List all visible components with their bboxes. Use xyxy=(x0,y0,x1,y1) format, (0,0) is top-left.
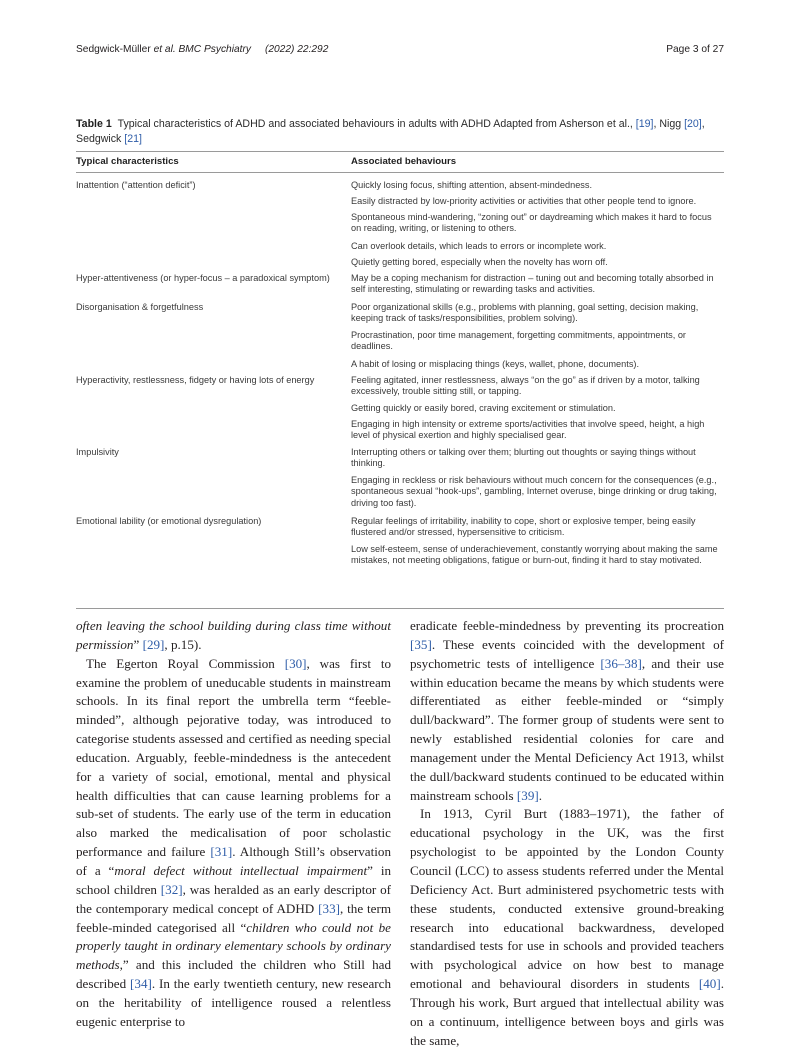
paragraph-text: , was heralded as an early descriptor of the contemporary medical concept of ADHD xyxy=(76,881,391,916)
paragraph-text: . Through his work, Burt argued that intellectual ability was on a continuum, intelligence between boys and girls was the same, xyxy=(410,976,724,1048)
paragraph-text: , the term feeble-minded categorised all “ xyxy=(76,900,392,935)
behaviour-cell: Low self-esteem, sense of underachievement, constantly worrying about making the same mistakes, not meeting obligations, fatigue or burn-out, finding it hard to stay motivated. xyxy=(351,544,718,566)
paragraph-text: eradicate feeble-mindedness by preventing its procreation xyxy=(410,618,724,633)
citation-link-19[interactable]: [19] xyxy=(635,118,654,130)
paragraph-text: ” xyxy=(133,636,143,652)
behaviour-cell: Engaging in reckless or risk behaviours without much concern for the consequences (e.g., spontaneous sexual “hook-ups”, gambling, Internet overuse, binge drinking or drug taking, driving too fast). xyxy=(351,475,717,508)
paragraph-text: ” in school children xyxy=(76,862,391,897)
paragraph xyxy=(76,617,391,655)
citation-link-21[interactable]: [21] xyxy=(124,132,142,145)
quote-text: often leaving the school building during class time without permission xyxy=(76,618,391,652)
citation-link-35[interactable]: [35] xyxy=(410,636,432,652)
quote-text: children who could not be properly taught in ordinary elementary schools by ordinary methods, xyxy=(76,919,391,973)
table-header-row xyxy=(76,152,724,173)
behaviour-cell: May be a coping mechanism for distraction – tuning out and becoming totally absorbed in self interesting, stimulating or rewarding tasks and activities. xyxy=(351,273,714,295)
behaviour-cell: Getting quickly or easily bored, craving excitement or stimulation. xyxy=(351,403,616,413)
citation-link-29[interactable]: [29] xyxy=(142,636,165,652)
adhd-table xyxy=(76,151,724,609)
behaviour-cell: A habit of losing or misplacing things (keys, wallet, phone, documents). xyxy=(351,359,640,369)
caption-text: , Sedgwick xyxy=(76,118,705,145)
citation-link-34[interactable]: [34] xyxy=(130,976,152,992)
characteristic-cell: Hyper-attentiveness (or hyper-focus – a paradoxical symptom) xyxy=(76,273,330,283)
header-associated-behaviours: Associated behaviours xyxy=(351,156,457,167)
behaviour-cell: Engaging in high intensity or extreme sports/activities that involve speed, height, a high level of physical exertion and highly specialised gear. xyxy=(351,419,705,441)
caption-text: , Nigg xyxy=(653,118,685,130)
paragraph-text: . Although Still’s observation of a “ xyxy=(76,844,391,878)
characteristic-cell: Impulsivity xyxy=(76,447,119,457)
behaviour-cell: Regular feelings of irritability, inability to cope, short or explosive temper, being easily flustered and/or stressed, hypersensitive to criticism. xyxy=(351,516,696,538)
journal-name: et al. BMC Psychiatry xyxy=(153,44,251,55)
citation-link-31[interactable]: [31] xyxy=(210,844,233,860)
citation-link-40[interactable]: [40] xyxy=(698,976,721,992)
paragraph-text: , was first to examine the problem of uneducable students in mainstream schools. In its final report the umbrella term “feeble-minded”, although pejorative today, was introduced to categorise students assessed and certified as needing special education. Arguably, feeble-mindedness is the antecedent for a variety of social, emotional, mental and physical health difficulties that can cause learning problems for a sub-set of students. The early use of the term in education also marked the medicalisation of poor scholastic performance and failure xyxy=(76,655,391,860)
paragraph-text: The Egerton Royal Commission xyxy=(86,655,285,671)
characteristic-cell: Emotional lability (or emotional dysregulation) xyxy=(76,516,262,526)
paragraph-text: In 1913, Cyril Burt (1883–1971), the father of educational psychology in the UK, was the first psychologist to be appointed by the London County Council (LCC) to assess students referred under the Mental Deficiency Act. Burt administered psychometric tests with these students, conducted extensive ground-breaking research into educational backwardness, developed standardised tests for use in schools and provided teachers with psychological advice on how best to manage emotional and behavioural disorders in students xyxy=(410,806,724,992)
citation-link-30[interactable]: [30] xyxy=(284,655,307,671)
paragraph-text: . xyxy=(538,787,543,803)
table-label: Table 1 xyxy=(76,118,112,130)
caption-text: Typical characteristics of ADHD and associated behaviours in adults with ADHD Adapted from Asherson et al., xyxy=(117,118,636,130)
quote-text: moral defect without intellectual impairment xyxy=(114,862,368,878)
paragraph-text: ” and this included the children who Still had described xyxy=(76,957,391,992)
characteristic-cell: Disorganisation & forgetfulness xyxy=(76,302,204,312)
citation-link-20[interactable]: [20] xyxy=(684,118,702,130)
behaviour-cell: Quickly losing focus, shifting attention, absent-mindedness. xyxy=(351,180,593,190)
citation-link-32[interactable]: [32] xyxy=(160,881,183,897)
behaviour-cell: Quietly getting bored, especially when the novelty has worn off. xyxy=(351,257,608,267)
characteristic-cell: Inattention (“attention deficit”) xyxy=(76,180,196,190)
paragraph xyxy=(410,617,724,805)
citation-link-39[interactable]: [39] xyxy=(516,787,539,803)
paragraph-text: . In the early twentieth century, new research on the heritability of intelligence roused a relentless eugenic enterprise to xyxy=(76,976,391,1029)
year-volume: (2022) 22:292 xyxy=(264,44,329,55)
paragraph xyxy=(410,805,724,1050)
paragraph-text: , and their use within education became the means by which students were differentiated as either feeble-minded or “simply dull/backward”. The former group of students were sent to newly established residential colonies for care and management under the Mental Deficiency Act 1913, whilst the dull/backward students continued to be educated within mainstream schools xyxy=(410,655,724,803)
header-typical-characteristics: Typical characteristics xyxy=(76,156,179,167)
behaviour-cell: Poor organizational skills (e.g., problems with planning, goal setting, decision making, keeping track of tasks/responsibilities, problem solving). xyxy=(351,302,699,324)
behaviour-cell: Can overlook details, which leads to errors or incomplete work. xyxy=(351,241,607,251)
citation xyxy=(76,44,328,55)
page-number: Page 3 of 27 xyxy=(666,44,724,55)
characteristic-cell: Hyperactivity, restlessness, fidgety or having lots of energy xyxy=(76,375,315,385)
table-caption xyxy=(76,117,724,146)
authors: Sedgwick-Müller xyxy=(76,44,151,55)
behaviour-cell: Feeling agitated, inner restlessness, always “on the go” as if driven by a motor, talking excessively, trouble sitting still, or tapping. xyxy=(351,375,700,397)
body-column-right xyxy=(410,617,724,1050)
behaviour-cell: Procrastination, poor time management, forgetting commitments, appointments, or deadlines. xyxy=(351,330,686,352)
citation-link-36-38[interactable]: [36–38] xyxy=(600,655,642,671)
paragraph-text: , p.15). xyxy=(164,636,202,652)
paragraph xyxy=(76,655,391,1032)
behaviour-cell: Easily distracted by low-priority activities or activities that other people tend to ignore. xyxy=(351,196,697,206)
table-body xyxy=(76,173,724,608)
paragraph-text: . These events coincided with the development of psychometric tests of intelligence xyxy=(410,636,724,671)
behaviour-cell: Spontaneous mind-wandering, “zoning out” or daydreaming which makes it hard to focus on reading, writing, or listening to others. xyxy=(351,212,712,234)
running-head xyxy=(76,44,724,58)
behaviour-cell: Interrupting others or talking over them; blurting out thoughts or saying things without thinking. xyxy=(351,447,696,469)
body-column-left xyxy=(76,617,391,1032)
citation-link-33[interactable]: [33] xyxy=(318,900,340,916)
